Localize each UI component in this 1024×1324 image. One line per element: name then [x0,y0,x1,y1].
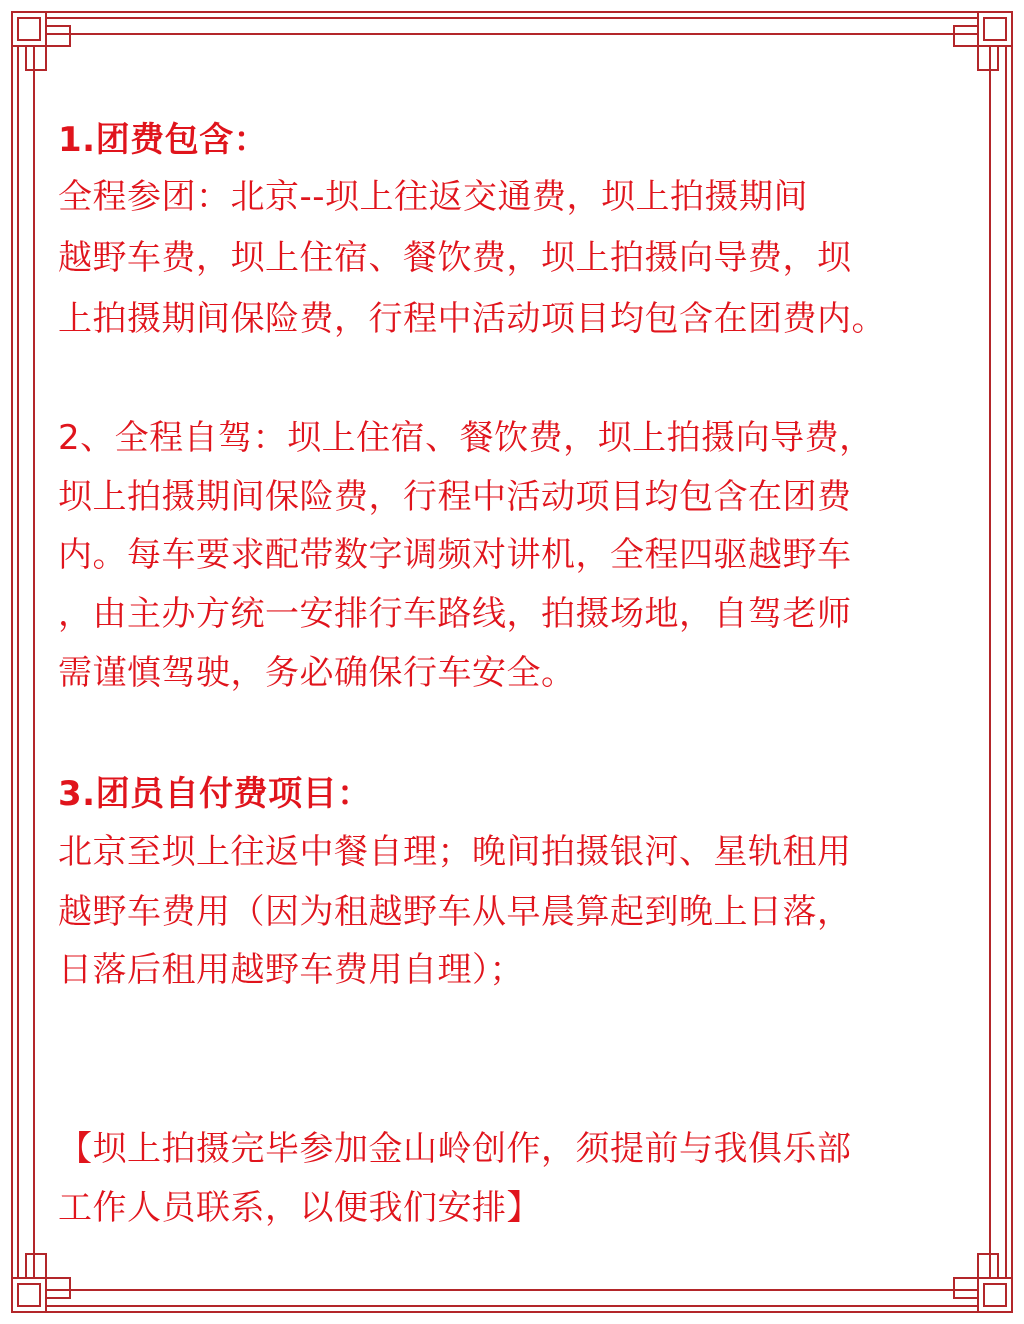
corner-ornament-bottom-left [12,1254,70,1312]
section2-line: 2、全程自驾：坝上住宿、餐饮费，坝上拍摄向导费， [58,418,874,458]
section1-line: 上拍摄期间保险费，行程中活动项目均包含在团费内。 [58,299,886,339]
section1-heading: 1.团费包含： [58,120,269,160]
section3-heading: 3.团员自付费项目： [58,774,372,814]
notice-line: 【坝上拍摄完毕参加金山岭创作，须提前与我俱乐部 [58,1129,852,1169]
section2-line: 内。每车要求配带数字调频对讲机，全程四驱越野车 [58,535,852,575]
section1-line: 全程参团：北京--坝上往返交通费，坝上拍摄期间 [58,177,809,217]
section2-line: 坝上拍摄期间保险费，行程中活动项目均包含在团费 [58,477,852,517]
section2-line: ，由主办方统一安排行车路线，拍摄场地，自驾老师 [58,594,852,634]
section1-line: 越野车费，坝上住宿、餐饮费，坝上拍摄向导费，坝 [58,238,852,278]
section3-line: 日落后租用越野车费用自理）； [58,950,524,990]
section2-line: 需谨慎驾驶，务必确保行车安全。 [58,653,576,693]
notice-line: 工作人员联系，以便我们安排】 [58,1188,541,1228]
corner-ornament-bottom-right [954,1254,1012,1312]
section3-line: 越野车费用（因为租越野车从早晨算起到晚上日落， [58,892,852,932]
corner-ornament-top-right [954,12,1012,70]
section3-line: 北京至坝上往返中餐自理；晚间拍摄银河、星轨租用 [58,832,852,872]
corner-ornament-top-left [12,12,70,70]
